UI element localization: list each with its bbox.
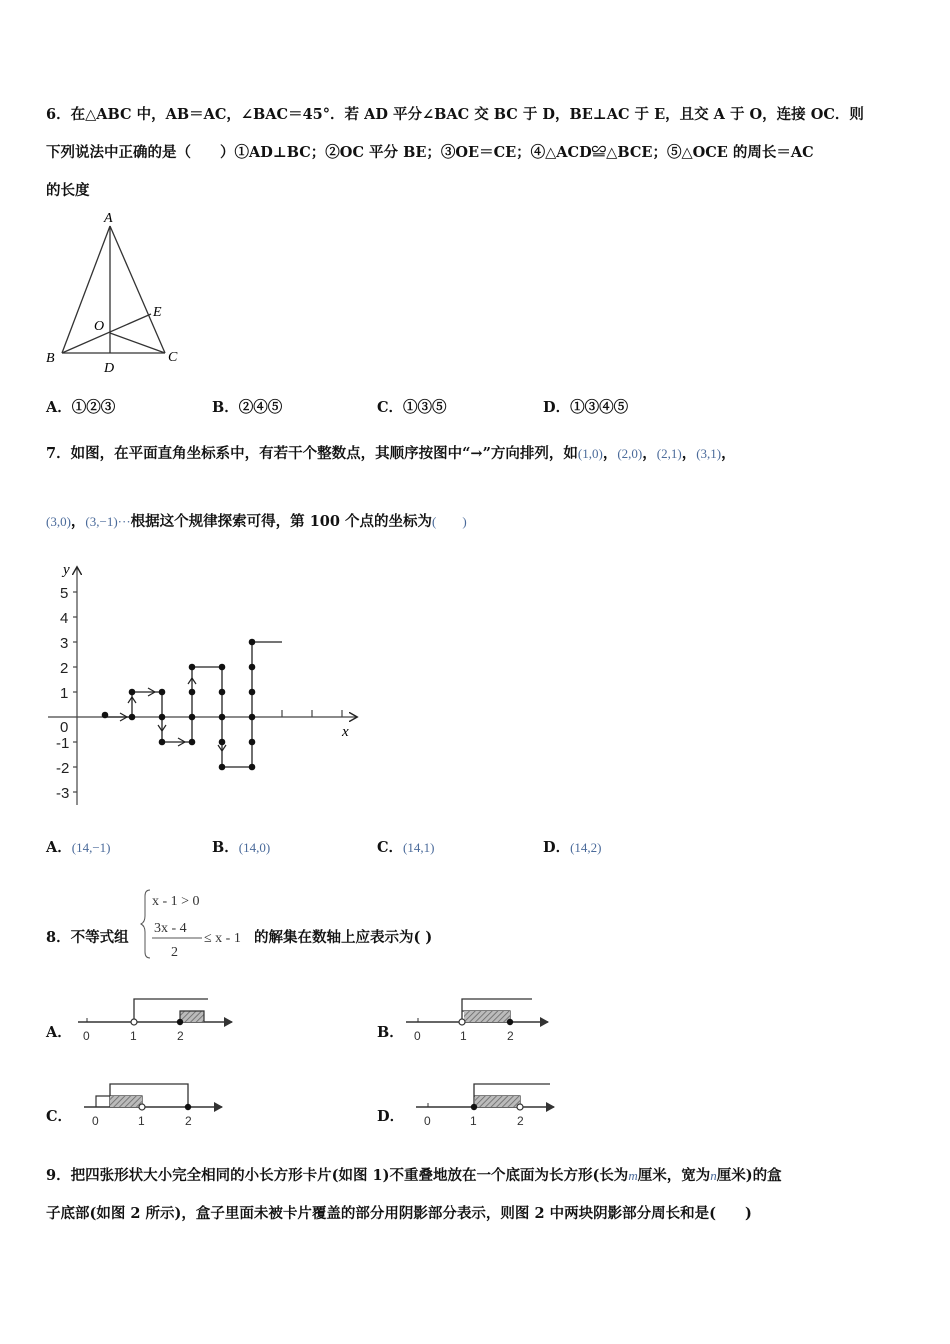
svg-text:2: 2 [185, 1114, 192, 1128]
q6-option-b[interactable]: B．②④⑤ [212, 399, 283, 416]
q7-y-tick-4: 4 [60, 610, 69, 627]
q6-triangle-figure [40, 208, 190, 378]
q7-y-tick-2: 2 [60, 660, 69, 677]
q7-y-axis-label: y [63, 562, 70, 578]
q7-stem-line2: (3,0)，(3,−1)···根据这个规律探索可得，第 100 个点的坐标为( ) [46, 513, 467, 530]
q8-option-d[interactable]: D． [377, 1108, 405, 1125]
svg-text:0: 0 [424, 1114, 431, 1128]
q7-stem-line1: 7．如图，在平面直角坐标系中，有若干个整数点，其顺序按图中“→”方向排列，如(1,0)，(2,0)，(2,1)，(3,1)， [46, 445, 736, 462]
q9-stem-line2: 子底部(如图 2 所示)，盒子里面未被卡片覆盖的部分用阴影部分表示，则图 2 中两块阴影部分周长和是( ) [46, 1205, 752, 1222]
q6-label-a: A [104, 211, 113, 226]
q7-origin-label: 0 [60, 719, 69, 736]
q7-x-axis-label: x [342, 724, 349, 740]
q7-coordinate-figure [40, 560, 370, 815]
q6-stem-line2: 下列说法中正确的是（ ）①AD⊥BC；②OC 平分 BE；③OE＝CE；④△ACD≌△BCE；⑤△OCE 的周长＝AC [46, 144, 814, 161]
q6-option-c[interactable]: C．①③⑤ [377, 399, 447, 416]
q6-option-d[interactable]: D．①③④⑤ [543, 399, 629, 416]
q8-inequality-2-denominator: 2 [171, 945, 178, 960]
svg-text:0: 0 [414, 1029, 421, 1043]
svg-text:0: 0 [83, 1029, 90, 1043]
q7-option-d[interactable]: D．(14,2) [543, 839, 602, 856]
q8-inequality-2-numerator: 3x - 4 [154, 921, 187, 936]
q8-inequality-system [140, 884, 256, 964]
svg-text:0: 0 [92, 1114, 99, 1128]
q7-y-tick-5: 5 [60, 585, 69, 602]
q7-option-c[interactable]: C．(14,1) [377, 839, 435, 856]
q6-stem-line3: 的长度 [46, 182, 90, 199]
q6-label-b: B [46, 351, 55, 366]
q6-label-d: D [104, 361, 115, 376]
svg-text:1: 1 [460, 1029, 467, 1043]
svg-text:1: 1 [470, 1114, 477, 1128]
q8-option-a[interactable]: A． [46, 1024, 72, 1041]
q7-y-tick-neg3: -3 [56, 785, 70, 802]
svg-text:2: 2 [517, 1114, 524, 1128]
q8-option-c[interactable]: C． [46, 1108, 73, 1125]
q8-option-b[interactable]: B． [377, 1024, 404, 1041]
q9-stem-line1: 9．把四张形状大小完全相同的小长方形卡片(如图 1)不重叠地放在一个底面为长方形(长为m厘米，宽为n厘米)的盒 [46, 1167, 782, 1184]
q6-label-c: C [168, 350, 178, 365]
q7-y-tick-3: 3 [60, 635, 69, 652]
q8-inequality-1: x - 1 > 0 [152, 894, 200, 909]
q7-option-b[interactable]: B．(14,0) [212, 839, 271, 856]
svg-text:1: 1 [138, 1114, 145, 1128]
svg-text:2: 2 [507, 1029, 514, 1043]
svg-text:2: 2 [177, 1029, 184, 1043]
q7-y-tick-neg2: -2 [56, 760, 70, 777]
q8-option-c-numberline [80, 1078, 230, 1136]
q6-label-e: E [153, 305, 162, 320]
q8-option-d-numberline [412, 1078, 562, 1136]
q8-option-a-numberline [72, 993, 242, 1051]
q8-prefix: 8．不等式组 [46, 929, 129, 946]
svg-text:1: 1 [130, 1029, 137, 1043]
q6-option-a[interactable]: A．①②③ [46, 399, 116, 416]
q7-option-a[interactable]: A．(14,−1) [46, 839, 111, 856]
q8-option-b-numberline [402, 993, 557, 1051]
q6-label-o: O [94, 319, 105, 334]
q8-suffix: 的解集在数轴上应表示为( ) [254, 929, 433, 946]
q6-stem-line1: 6．在△ABC 中，AB＝AC，∠BAC＝45°．若 AD 平分∠BAC 交 BC 于 D，BE⊥AC 于 E，且交 A 于 O，连接 OC．则 [46, 106, 864, 123]
q8-inequality-2-rhs: ≤ x - 1 [204, 931, 241, 946]
q7-y-tick-neg1: -1 [56, 735, 70, 752]
q7-y-tick-1: 1 [60, 685, 69, 702]
